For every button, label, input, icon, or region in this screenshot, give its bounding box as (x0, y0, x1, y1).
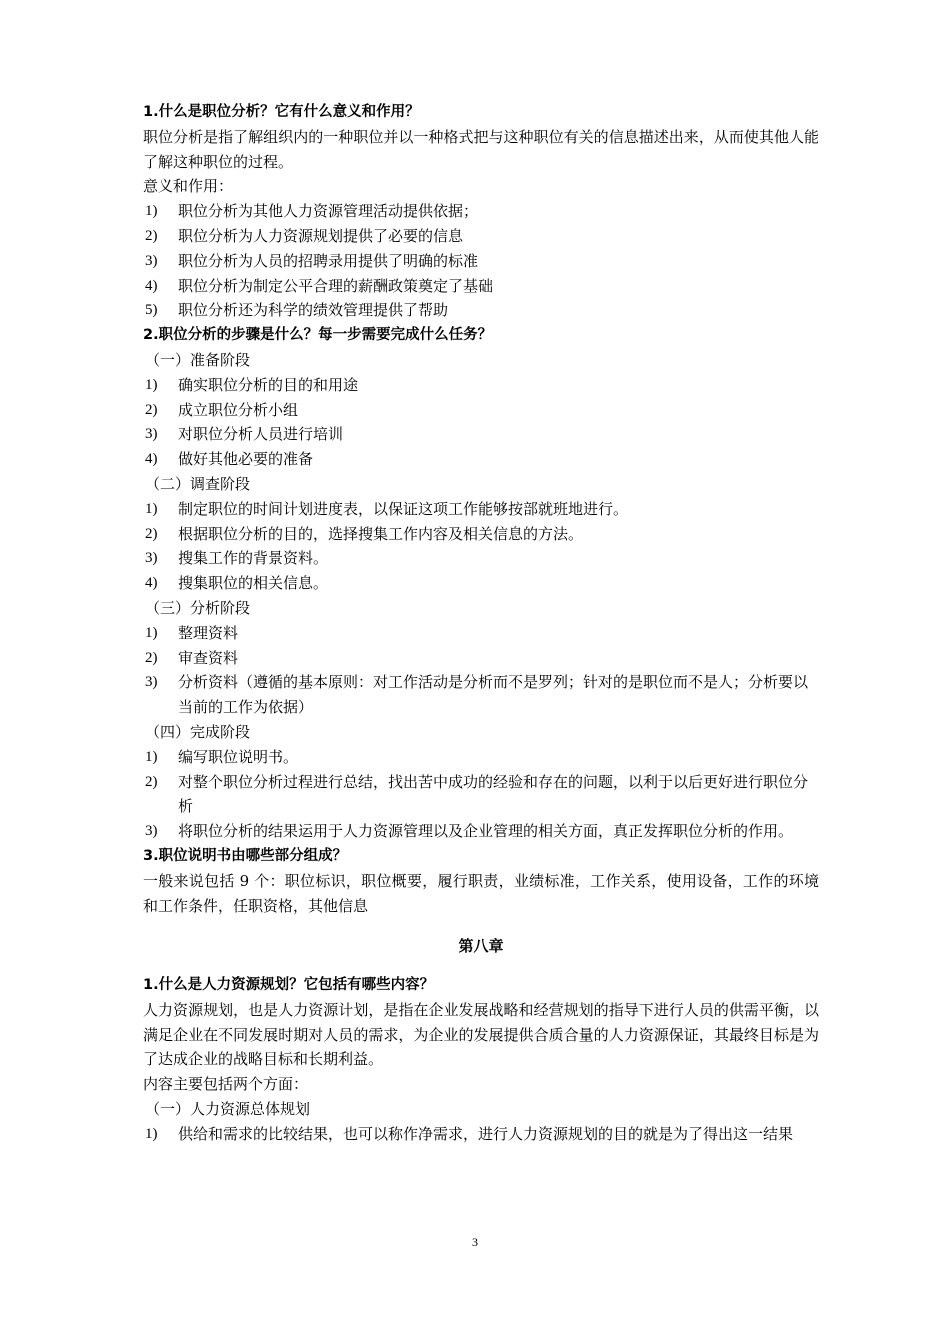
list-item (143, 224, 819, 249)
list-item (143, 249, 819, 274)
list-number: 1) (145, 624, 158, 641)
list-text: 确实职位分析的目的和用途 (178, 375, 359, 394)
list-number: 4) (145, 451, 158, 468)
subheading: 内容主要包括两个方面： (143, 1075, 309, 1094)
list-item (143, 546, 819, 571)
list-text: 制定职位的时间计划进度表，以保证这项工作能够按部就班地进行。 (178, 499, 629, 518)
list-number: 2) (145, 649, 158, 666)
list-number: 3) (145, 674, 158, 691)
list-text: 职位分析为人力资源规划提供了必要的信息 (178, 226, 464, 245)
list (143, 199, 819, 323)
list-item (143, 422, 819, 447)
paragraph: 人力资源规划，也是人力资源计划，是指在企业发展战略和经营规划的指导下进行人员的供需平衡，以满足企业在不同发展时期对人员的需求，为企业的发展提供合质合量的人力资源保证，其最终目标是为了达成企业的战略目标和长期利益。 (143, 1000, 819, 1069)
question-heading-2: 2.职位分析的步骤是什么？每一步需要完成什么任务？ (143, 327, 493, 344)
list-text: 搜集职位的相关信息。 (178, 574, 329, 593)
list-number: 3) (145, 823, 158, 840)
list-number: 1) (145, 376, 158, 393)
list-number: 3) (145, 252, 158, 269)
list-number: 1) (145, 748, 158, 765)
list-text: 整理资料 (178, 623, 239, 642)
list-item (143, 670, 819, 720)
list-item (143, 1122, 819, 1147)
list-number: 2) (145, 227, 158, 244)
question-heading-3: 3.职位说明书由哪些部分组成？ (143, 847, 348, 864)
list-text: 分析资料（遵循的基本原则：对工作活动是分析而不是罗列；针对的是职位而不是人；分析要以当前的工作为依据） (178, 673, 809, 717)
list-number: 2) (145, 401, 158, 418)
chapter-heading: 第八章 (458, 937, 504, 956)
list-text: 成立职位分析小组 (178, 400, 299, 419)
stage-title: （一）准备阶段 (145, 350, 251, 369)
list-text: 职位分析为其他人力资源管理活动提供依据； (178, 202, 479, 221)
list-text: 对整个职位分析过程进行总结，找出苦中成功的经验和存在的问题，以利于以后更好进行职位分析 (178, 772, 809, 816)
list-item (143, 497, 819, 522)
list-item (143, 447, 819, 472)
list-text: 审查资料 (178, 648, 239, 667)
list-number: 2) (145, 525, 158, 542)
list-item (143, 571, 819, 596)
list-number: 1) (145, 500, 158, 517)
list-number: 3) (145, 550, 158, 567)
list-text: 编写职位说明书。 (178, 747, 299, 766)
list-text: 搜集工作的背景资料。 (178, 549, 329, 568)
stage-title: （三）分析阶段 (145, 598, 251, 617)
list-number: 4) (145, 575, 158, 592)
list-item (143, 745, 819, 770)
question-heading-4: 1.什么是人力资源规划？它包括有哪些内容？ (143, 977, 435, 994)
stage-title: （四）完成阶段 (145, 722, 251, 741)
list-text: 对职位分析人员进行培训 (178, 425, 344, 444)
question-heading-1: 1.什么是职位分析？它有什么意义和作用？ (143, 104, 420, 120)
list-text: 将职位分析的结果运用于人力资源管理以及企业管理的相关方面，真正发挥职位分析的作用。 (178, 822, 794, 841)
list-item (143, 621, 819, 646)
list-item (143, 522, 819, 547)
paragraph: 一般来说包括 9 个：职位标识，职位概要，履行职责，业绩标准，工作关系，使用设备，工作的环境和工作条件，任职资格，其他信息 (143, 871, 819, 915)
list-text: 职位分析为人员的招聘录用提供了明确的标准 (178, 251, 479, 270)
stage-title: （二）调查阶段 (145, 474, 251, 493)
list-text: 职位分析为制定公平合理的薪酬政策奠定了基础 (178, 276, 494, 295)
subheading: 意义和作用： (143, 177, 234, 196)
list-text: 职位分析还为科学的绩效管理提供了帮助 (178, 301, 449, 320)
list-item (143, 819, 819, 844)
list-item (143, 770, 819, 820)
document-page (143, 100, 819, 1147)
paragraph: 职位分析是指了解组织内的一种职位并以一种格式把与这种职位有关的信息描述出来，从而使其他人能了解这种职位的过程。 (143, 127, 819, 171)
page-number: 3 (472, 1235, 478, 1249)
list-number: 5) (145, 302, 158, 319)
list-item (143, 373, 819, 398)
list-item (143, 298, 819, 323)
list-text: 供给和需求的比较结果，也可以称作净需求，进行人力资源规划的目的就是为了得出这一结果 (178, 1124, 794, 1143)
list-item (143, 646, 819, 671)
list-text: 根据职位分析的目的，选择搜集工作内容及相关信息的方法。 (178, 524, 584, 543)
stage-title: （一）人力资源总体规划 (145, 1100, 311, 1119)
list-item (143, 199, 819, 224)
list-item (143, 398, 819, 423)
list-text: 做好其他必要的准备 (178, 450, 314, 469)
list-number: 1) (145, 1125, 158, 1142)
list-number: 3) (145, 426, 158, 443)
list-number: 1) (145, 203, 158, 220)
list-number: 2) (145, 773, 158, 790)
list-item (143, 274, 819, 299)
list-number: 4) (145, 277, 158, 294)
